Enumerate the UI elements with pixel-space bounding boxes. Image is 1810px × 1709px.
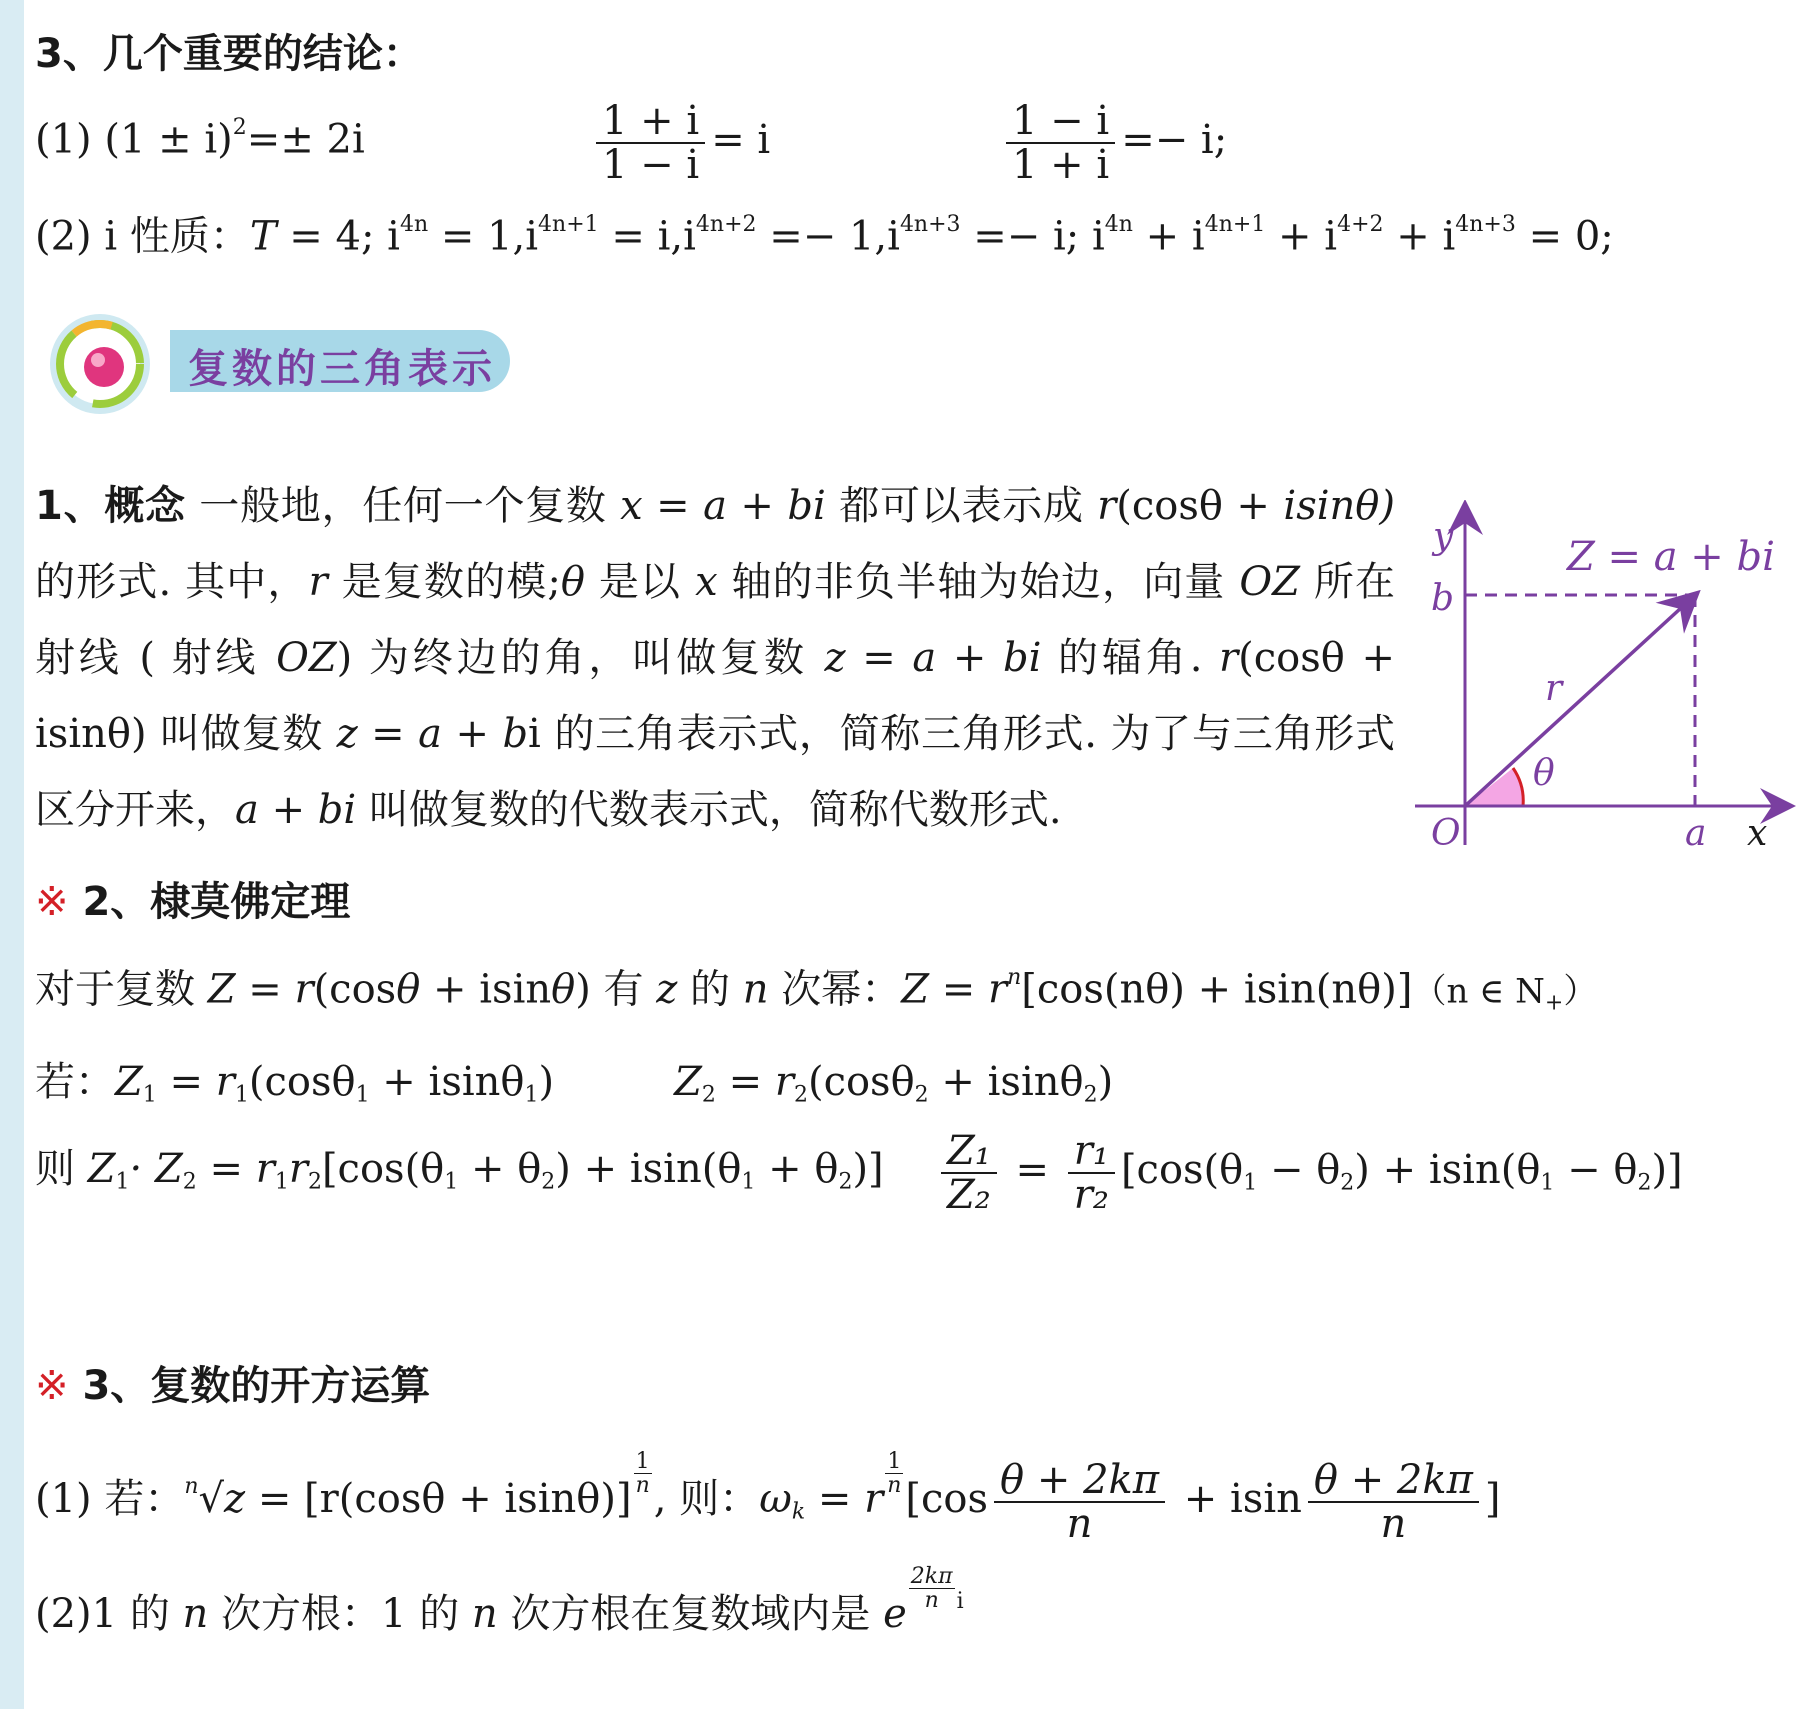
- dm-l3-m: 2: [541, 1169, 556, 1195]
- dm-l3-fn: Z₁: [941, 1130, 997, 1174]
- dm-l2-s: ): [1097, 1059, 1114, 1105]
- concept-t11: 的辐角.: [1041, 635, 1220, 681]
- c1-lhs: (1 ± i): [104, 116, 233, 163]
- c2-i3: i: [683, 213, 696, 260]
- vector-oz: [1465, 597, 1693, 806]
- concept-t6: 是复数的模;: [327, 559, 561, 605]
- rt-l1-f: = r: [805, 1475, 884, 1522]
- rt-l1-hd: n: [1066, 1500, 1093, 1547]
- dm-l3-q: 2: [838, 1169, 853, 1195]
- concept-r2: r: [1219, 635, 1239, 681]
- dm-l2-e: 1: [234, 1082, 249, 1108]
- label-a: a: [1685, 813, 1707, 854]
- roots-title: 3、复数的开方运算: [68, 1363, 431, 1409]
- dm-l3-j: [cos(θ: [321, 1146, 445, 1192]
- c2-s-i3: i: [1324, 213, 1338, 260]
- c1-frac1: [590, 100, 770, 186]
- dm-l1-q: ）: [1563, 971, 1598, 1012]
- c2-s-i1: i: [1092, 213, 1105, 260]
- demoivre-mark: ※: [35, 879, 69, 925]
- c2-e4: 4n+3: [899, 212, 961, 237]
- dm-l1-m: n: [1007, 965, 1022, 990]
- rt-l1-e: k: [791, 1499, 806, 1525]
- concept-t1: 一般地，任何一个复数: [185, 483, 621, 529]
- dm-l3-y: − θ: [1554, 1147, 1638, 1193]
- c2-s-e2: 4n+1: [1204, 212, 1266, 237]
- rt-l2-a: (2)1 的: [35, 1590, 183, 1637]
- rt-l1-rootidx: n: [184, 1474, 199, 1500]
- demoivre-division: [935, 1130, 1683, 1216]
- concept-t10: ) 为终边的角，叫做复数: [336, 635, 825, 681]
- demoivre-line3: [35, 1145, 884, 1196]
- dm-l1-k: 次幂：: [768, 966, 902, 1013]
- dm-l2-n: 2: [793, 1082, 808, 1108]
- dm-l2-f: (cosθ: [248, 1059, 356, 1105]
- rt-l1-c: , 则：: [653, 1475, 760, 1522]
- rt-l2-f: e: [883, 1590, 907, 1637]
- c2-s-i2: i: [1191, 213, 1205, 260]
- rt-l2-h: i: [956, 1589, 964, 1615]
- concept-z1: z = a + bi: [824, 635, 1042, 681]
- dm-l2-q: + isinθ: [928, 1059, 1084, 1105]
- c2-v2: = i,: [598, 213, 684, 260]
- c1-label: (1): [35, 116, 92, 163]
- rt-l1-d: ω: [759, 1475, 792, 1522]
- demoivre-line1: [35, 965, 1597, 1017]
- rt-l1-root: √z: [198, 1475, 246, 1522]
- dm-l3-x: 1: [1540, 1170, 1555, 1196]
- dm-l2-b: Z: [115, 1059, 143, 1105]
- rt-l1-i: + isin: [1171, 1475, 1302, 1522]
- dm-l2-r: 2: [1083, 1082, 1098, 1108]
- dm-l3-d: · Z: [129, 1146, 183, 1192]
- dm-l3-v: 2: [1340, 1170, 1355, 1196]
- dm-l3-a: 则: [35, 1146, 88, 1192]
- concept-z3: a + bi: [235, 787, 357, 833]
- dm-l1-d: θ: [396, 966, 421, 1013]
- rt-l1-hn: θ + 2kπ: [994, 1459, 1165, 1503]
- concept-lead: 1、概念: [35, 483, 186, 529]
- rt-l1-g: [cos: [905, 1475, 989, 1522]
- dm-l3-u: − θ: [1257, 1147, 1341, 1193]
- concept-t12: (cosθ + isinθ): [35, 635, 1396, 757]
- c2-i4: i: [887, 213, 900, 260]
- concept-t7: 是以: [584, 559, 696, 605]
- dm-l3-w: ) + isin(θ: [1354, 1147, 1541, 1193]
- rt-l1-gd: n: [887, 1473, 902, 1499]
- concept-r: r: [308, 559, 328, 605]
- c2-T: T: [249, 213, 277, 260]
- concept-t9: 所在射线 ( 射线: [35, 559, 1395, 681]
- concept-expr2: r: [1097, 483, 1117, 529]
- c2-s-p1: +: [1132, 213, 1192, 260]
- dm-l2-m: = r: [715, 1059, 794, 1105]
- concept-t13: 叫做复数: [146, 711, 337, 757]
- c2-s-p3: +: [1383, 213, 1443, 260]
- c2-v4: =− i;: [960, 213, 1092, 260]
- rt-l2-e: 次方根在复数域内是: [497, 1590, 884, 1637]
- label-y: y: [1433, 516, 1454, 557]
- roots-line2: [35, 1565, 964, 1638]
- c2-s-e1: 4n: [1104, 212, 1133, 237]
- demoivre-title: 2、棣莫佛定理: [68, 879, 351, 925]
- dm-l3-fd: Z₂: [947, 1172, 991, 1218]
- dm-l3-k: 1: [444, 1169, 459, 1195]
- dm-l2-o: (cosθ: [807, 1059, 915, 1105]
- dm-l1-i: 的: [677, 966, 743, 1013]
- label-z: Z = a + bi: [1567, 534, 1775, 580]
- concept-t2: 都可以表示成: [825, 483, 1098, 529]
- dm-l3-h: r: [288, 1146, 308, 1192]
- c2-s-tail: = 0;: [1515, 213, 1614, 260]
- dm-l3-end: )]: [1651, 1147, 1683, 1193]
- c2-s-e3: 4+2: [1337, 212, 1384, 237]
- rt-l1-jd: n: [1380, 1500, 1407, 1547]
- concept-t8: 轴的非负半轴为始边，向量: [717, 559, 1240, 605]
- concept-expr1: x = a + bi: [620, 483, 826, 529]
- dm-l2-p: 2: [914, 1082, 929, 1108]
- c2-e1: 4n: [399, 212, 429, 237]
- c1-f2-rhs: =− i;: [1121, 117, 1228, 163]
- dm-l3-o: 1: [741, 1169, 756, 1195]
- concept-oz2: OZ: [276, 635, 337, 681]
- dm-l3-b: Z: [87, 1146, 116, 1192]
- rt-l1-gn: 1: [885, 1450, 903, 1474]
- rt-l1-a: (1) 若：: [35, 1475, 185, 1522]
- rt-l1-b: = [r(cosθ + isinθ)]: [245, 1475, 632, 1522]
- complex-plane-figure: [1395, 500, 1805, 860]
- dm-l3-f: = r: [196, 1146, 275, 1192]
- dm-l3-n: ) + isin(θ: [555, 1146, 742, 1192]
- dm-l1-a: 对于复数: [35, 966, 208, 1013]
- dm-l3-r: )]: [852, 1146, 884, 1192]
- c1-f2-den: 1 + i: [1012, 142, 1110, 188]
- c2-s-p2: +: [1265, 213, 1325, 260]
- dm-l1-o: （n ∈ N: [1412, 971, 1545, 1012]
- dm-l3-gd: r₂: [1073, 1172, 1109, 1218]
- dm-l2-c: 1: [142, 1082, 157, 1108]
- concept-theta: θ: [560, 559, 585, 605]
- conclusion-2: [35, 212, 1614, 261]
- c1-exp: 2: [232, 115, 247, 140]
- dm-l3-eq: =: [1002, 1147, 1062, 1193]
- demoivre-line2: [35, 1058, 1113, 1109]
- dm-l2-a: 若：: [35, 1059, 115, 1105]
- dm-l3-e: 2: [182, 1169, 197, 1195]
- dm-l2-j: ): [538, 1059, 555, 1105]
- left-stripe: [0, 0, 24, 1709]
- label-r: r: [1545, 668, 1563, 709]
- demoivre-heading: [35, 878, 350, 926]
- label-o: O: [1431, 813, 1461, 854]
- c1-f2-num: 1 − i: [1006, 100, 1115, 144]
- dm-l3-s: [cos(θ: [1120, 1147, 1244, 1193]
- dm-l1-j: n: [742, 966, 769, 1013]
- concept-paragraph: [35, 468, 1395, 848]
- c2-v1: = 1,: [428, 213, 526, 260]
- dm-l1-l: Z = r: [901, 966, 1008, 1013]
- rt-l2-c: 次方根：1 的: [208, 1590, 472, 1637]
- concept-t15: 叫做复数的代数表示式，简称代数形式.: [356, 787, 1062, 833]
- dm-l1-g: ) 有: [575, 966, 657, 1013]
- label-b: b: [1431, 578, 1455, 619]
- dm-l2-l: 2: [701, 1082, 716, 1108]
- concept-t14: i 的三角表示式，简称三角形式. 为了与三角形式区分开来，: [35, 711, 1395, 833]
- dm-l2-h: + isinθ: [369, 1059, 525, 1105]
- c2-v3: =− 1,: [756, 213, 888, 260]
- dm-l1-f: θ: [551, 966, 576, 1013]
- roots-mark: ※: [35, 1363, 69, 1409]
- rt-l1-k: ]: [1484, 1475, 1501, 1522]
- c2-T-val: = 4;: [276, 213, 388, 260]
- dm-l3-p: + θ: [755, 1146, 839, 1192]
- rt-l1-jn: θ + 2kπ: [1308, 1459, 1479, 1503]
- rt-l2-gd: n: [924, 1588, 939, 1614]
- c2-s-e4: 4n+3: [1455, 212, 1516, 237]
- rt-l2-d: n: [471, 1590, 498, 1637]
- dm-l2-i: 1: [524, 1082, 539, 1108]
- concept-x: x: [695, 559, 718, 605]
- dm-l3-z: 2: [1637, 1170, 1652, 1196]
- concept-t5: 的形式. 其中，: [35, 559, 309, 605]
- dm-l1-p: +: [1544, 990, 1564, 1016]
- c2-i2: i: [525, 213, 539, 260]
- dm-l3-i: 2: [307, 1169, 322, 1195]
- concept-t3: (cosθ +: [1116, 483, 1284, 529]
- dm-l1-c: (cos: [313, 966, 397, 1013]
- section-badge-icon: [48, 312, 152, 416]
- dm-l3-t: 1: [1243, 1170, 1258, 1196]
- dm-l1-e: + isin: [420, 966, 552, 1013]
- conclusion-1: [35, 115, 365, 164]
- c2-s-i4: i: [1442, 213, 1456, 260]
- rt-l2-gn: 2kπ: [910, 1564, 953, 1589]
- dm-l2-k: Z: [674, 1059, 702, 1105]
- dm-l3-g: 1: [274, 1169, 289, 1195]
- dm-l1-h: z: [656, 966, 678, 1013]
- c2-i1: i: [387, 213, 400, 260]
- label-x: x: [1747, 813, 1768, 854]
- dm-l2-d: = r: [156, 1059, 235, 1105]
- dm-l3-gn: r₁: [1068, 1130, 1115, 1174]
- rt-l2-b: n: [182, 1590, 209, 1637]
- roots-line1: [35, 1450, 1501, 1545]
- dm-l3-c: 1: [115, 1169, 130, 1195]
- c2-e2: 4n+1: [538, 212, 599, 237]
- c1-f1-rhs: = i: [711, 117, 771, 163]
- dm-l1-b: Z = r: [207, 966, 314, 1013]
- c1-rhs: =± 2i: [246, 116, 365, 163]
- dm-l3-l: + θ: [458, 1146, 542, 1192]
- c1-f1-den: 1 − i: [602, 142, 700, 188]
- concept-z2: z = a + b: [336, 711, 529, 757]
- rt-l1-ed: n: [635, 1473, 650, 1499]
- label-theta: θ: [1533, 753, 1555, 794]
- section3-title: 3、几个重要的结论：: [35, 31, 423, 77]
- c2-e3: 4n+2: [695, 212, 757, 237]
- dm-l1-n: [cos(nθ) + isin(nθ)]: [1021, 966, 1413, 1013]
- roots-heading: [35, 1362, 430, 1410]
- c2-label: (2) i 性质：: [35, 213, 250, 260]
- c1-f1-num: 1 + i: [596, 100, 705, 144]
- rt-l1-en: 1: [634, 1450, 652, 1474]
- concept-t4: isinθ): [1283, 483, 1395, 529]
- section-badge-title: 复数的三角表示: [188, 346, 496, 392]
- dm-l2-g: 1: [355, 1082, 370, 1108]
- concept-oz: OZ: [1239, 559, 1300, 605]
- c1-frac2: [1000, 100, 1227, 186]
